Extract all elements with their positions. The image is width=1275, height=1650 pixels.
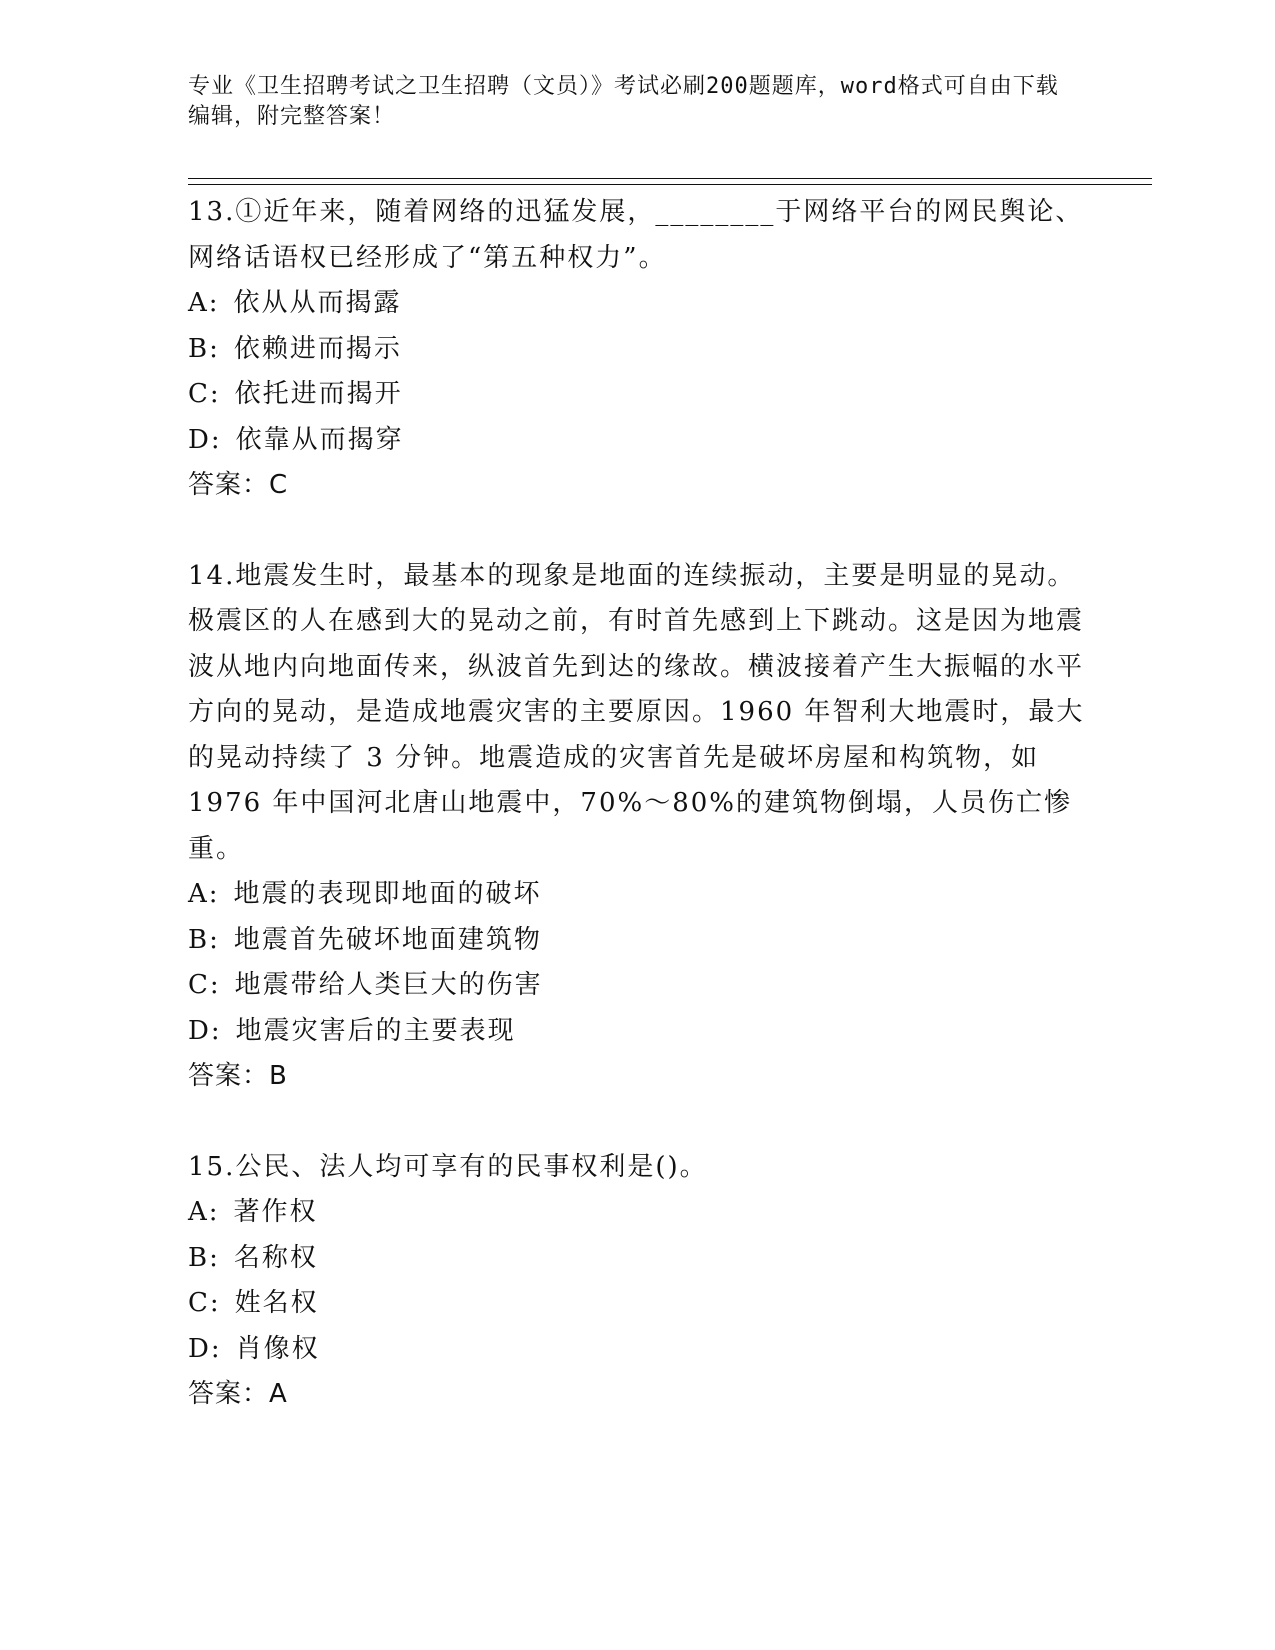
option-key: A: — [188, 1197, 220, 1227]
option-text: 地震首先破坏地面建筑物 — [233, 924, 542, 955]
option-text: 地震的表现即地面的破坏 — [233, 879, 542, 909]
option-text: 著作权 — [233, 1197, 318, 1227]
question-text: 13.①近年来，随着网络的迅猛发展，________于网络平台的网民舆论、网络话语权已经形成了“第五种权力”。 — [188, 197, 1084, 273]
option-key: C: — [188, 379, 221, 409]
header-divider-top — [188, 178, 1152, 179]
option-key: B: — [188, 1242, 220, 1273]
answer-line: 答案：C — [188, 470, 289, 500]
option-key: B: — [188, 333, 220, 364]
question-15 — [188, 1145, 1088, 1418]
question-list — [188, 190, 1088, 1463]
option-b — [188, 918, 1088, 964]
option-a — [188, 281, 1088, 327]
option-c — [188, 372, 1088, 418]
option-c — [188, 1281, 1088, 1327]
option-d — [188, 1327, 1088, 1373]
option-d — [188, 1009, 1088, 1055]
option-text: 依赖进而揭示 — [233, 333, 402, 364]
question-13 — [188, 190, 1088, 509]
option-b — [188, 327, 1088, 373]
option-key: D: — [188, 1333, 222, 1364]
option-b — [188, 1236, 1088, 1282]
option-key: C: — [188, 1288, 221, 1318]
option-text: 依从从而揭露 — [233, 288, 402, 318]
answer-line: 答案：B — [188, 1061, 288, 1091]
option-key: C: — [188, 970, 221, 1000]
question-text: 14.地震发生时，最基本的现象是地面的连续振动，主要是明显的晃动。极震区的人在感到大的晃动之前，有时首先感到上下跳动。这是因为地震波从地内向地面传来，纵波首先到达的缘故。横波接着产生大振幅的水平方向的晃动，是造成地震灾害的主要原因。1960 年智利大地震时，最大的晃动持续了 3 分钟。地震造成的灾害首先是破坏房屋和构筑物，如 1976 年中国河北唐山地震中，70%～80%的建筑物倒塌，人员伤亡惨重。 — [188, 560, 1085, 864]
option-text: 肖像权 — [235, 1333, 320, 1364]
option-key: A: — [188, 879, 220, 909]
option-text: 地震灾害后的主要表现 — [235, 1015, 516, 1046]
option-text: 地震带给人类巨大的伤害 — [234, 970, 543, 1000]
option-text: 名称权 — [233, 1242, 318, 1273]
option-a — [188, 1190, 1088, 1236]
answer-line: 答案：A — [188, 1379, 288, 1409]
option-d — [188, 418, 1088, 464]
option-c — [188, 963, 1088, 1009]
option-a — [188, 872, 1088, 918]
option-text: 依托进而揭开 — [234, 379, 403, 409]
option-key: D: — [188, 1015, 222, 1046]
option-text: 依靠从而揭穿 — [235, 424, 404, 455]
question-14 — [188, 554, 1088, 1100]
option-key: A: — [188, 288, 220, 318]
option-key: B: — [188, 924, 220, 955]
header-divider-bottom — [188, 184, 1152, 185]
question-text: 15.公民、法人均可享有的民事权利是()。 — [188, 1151, 708, 1182]
document-header: 专业《卫生招聘考试之卫生招聘（文员）》考试必刷200题题库，word格式可自由下载编辑，附完整答案！ — [188, 74, 1059, 129]
option-key: D: — [188, 424, 222, 455]
option-text: 姓名权 — [234, 1288, 319, 1318]
